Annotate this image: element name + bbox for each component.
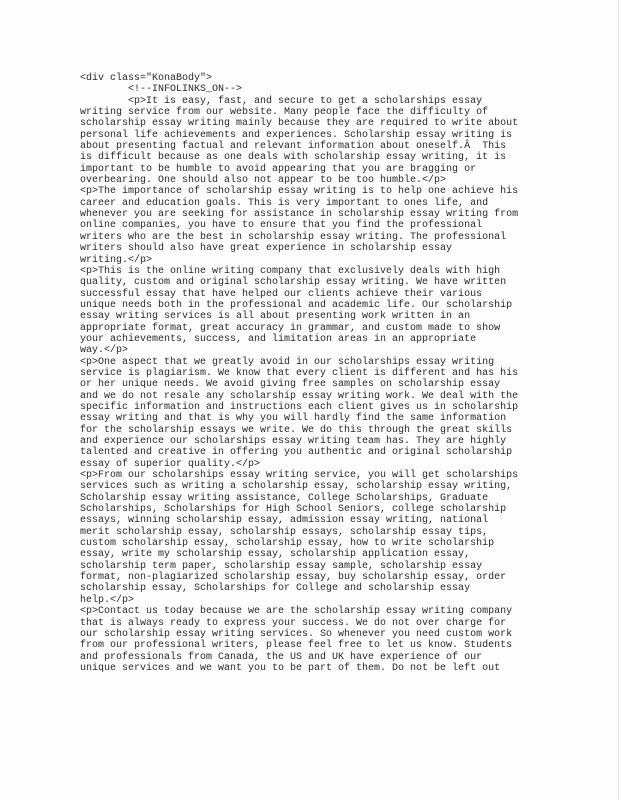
text-line: successful essay that have helped our clients achieve their various: [80, 288, 483, 300]
text-line: essays, winning scholarship essay, admission essay writing, national: [80, 515, 489, 527]
text-line: <p>Contact us today because we are the scholarship essay writing company: [80, 606, 513, 618]
text-line: appropriate format, great accuracy in grammar, and custom made to show: [80, 322, 501, 334]
text-line: from our professional writers, please feel free to let us know. Students: [80, 640, 513, 652]
text-line: talented and creative in offering you authentic and original scholarship: [80, 447, 513, 459]
text-line: scholarship essay, Scholarships for College and scholarship essay: [80, 583, 471, 595]
text-line: <p>One aspect that we greatly avoid in our scholarships essay writing: [80, 356, 495, 368]
html-source-text: [80, 73, 600, 674]
text-line: online companies, you have to ensure that you find the professional: [80, 220, 483, 232]
text-line: specific information and instructions each client gives us in scholarship: [80, 401, 519, 413]
text-line: or her unique needs. We avoid giving free samples on scholarship essay: [80, 379, 501, 391]
text-line: Scholarships, Scholarships for High School Seniors, college scholarship: [80, 504, 507, 516]
text-line: and experience our scholarships essay writing team has. They are highly: [80, 436, 507, 447]
text-line: is difficult because as one deals with scholarship essay writing, it is: [80, 152, 507, 164]
text-line: overbearing. One should also not appear to be too humble.</p>: [80, 175, 447, 187]
text-line: and professionals from Canada, the US and UK have experience of our: [80, 651, 483, 663]
text-line: <div class="KonaBody">: [80, 73, 213, 84]
text-line: unique services and we want you to be part of them. Do not be left out: [80, 662, 501, 674]
text-line: essay, write my scholarship essay, scholarship application essay,: [80, 549, 471, 561]
text-line: career and education goals. This is very important to ones life, and: [80, 197, 489, 209]
text-line: <p>It is easy, fast, and secure to get a scholarships essay: [80, 95, 483, 107]
text-line: <!--INFOLINKS_ON-->: [80, 84, 243, 96]
text-line: scholarship essay writing mainly because they are required to write about: [80, 118, 519, 130]
text-line: <p>From our scholarships essay writing service, you will get scholarships: [80, 470, 519, 482]
text-line: services such as writing a scholarship essay, scholarship essay writing,: [80, 481, 513, 493]
text-line: <p>The importance of scholarship essay writing is to help one achieve his: [80, 186, 519, 198]
text-line: writers who are the best in scholarship essay writing. The professional: [80, 231, 507, 243]
text-line: merit scholarship essay, scholarship essays, scholarship essay tips,: [80, 526, 489, 538]
text-line: and we do not resale any scholarship essay writing work. We deal with the: [80, 390, 519, 402]
text-line: whenever you are seeking for assistance in scholarship essay writing from: [80, 209, 519, 221]
text-line: that is always ready to express your success. We do not over charge for: [80, 617, 507, 629]
text-line: personal life achievements and experiences. Scholarship essay writing is: [80, 129, 513, 141]
text-line: service is plagiarism. We know that every client is different and has his: [80, 367, 519, 379]
text-line: essay writing services is all about presenting work written in an: [80, 311, 471, 323]
text-line: writers should also have great experience in scholarship essay: [80, 243, 453, 255]
text-line: our scholarship essay writing services. So whenever you need custom work: [80, 628, 513, 640]
text-line: help.</p>: [80, 594, 135, 606]
text-line: writing.</p>: [80, 254, 153, 266]
text-line: essay writing and that is why you will hardly find the same information: [80, 413, 507, 425]
text-line: for the scholarship essays we write. We do this through the great skills: [80, 424, 513, 436]
text-line: important to be humble to avoid appearing that you are bragging or: [80, 163, 477, 175]
text-line: custom scholarship essay, scholarship essay, how to write scholarship: [80, 538, 495, 550]
text-line: <p>This is the online writing company that exclusively deals with high: [80, 265, 501, 277]
text-line: about presenting factual and relevant information about oneself.Â This: [80, 141, 507, 153]
text-line: Scholarship essay writing assistance, College Scholarships, Graduate: [80, 492, 489, 504]
text-line: way.</p>: [80, 345, 129, 357]
text-line: essay of superior quality.</p>: [80, 458, 261, 470]
text-line: format, non-plagiarized scholarship essay, buy scholarship essay, order: [80, 572, 507, 584]
text-line: unique needs both in the professional and academic life. Our scholarship: [80, 299, 513, 311]
text-line: your achievements, success, and limitation areas in an appropriate: [80, 333, 477, 345]
text-line: quality, custom and original scholarship essay writing. We have written: [80, 277, 507, 289]
text-line: writing service from our website. Many people face the difficulty of: [80, 107, 489, 119]
text-line: scholarship term paper, scholarship essay sample, scholarship essay: [80, 560, 483, 572]
